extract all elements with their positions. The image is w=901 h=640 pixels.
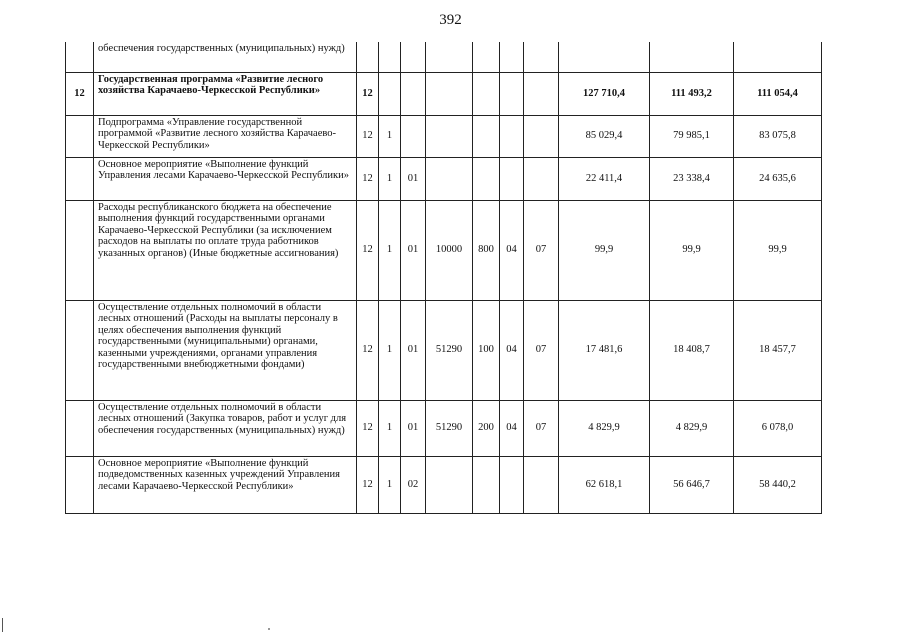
code-subsection (524, 72, 559, 115)
amount-year-2: 4 829,9 (650, 400, 734, 456)
code-subprogram: 1 (379, 115, 401, 157)
code-direction: 51290 (426, 300, 473, 400)
row-number (66, 115, 94, 157)
amount-year-1: 99,9 (559, 200, 650, 300)
code-direction (426, 157, 473, 200)
row-name: Основное мероприятие «Выполнение функций Управления лесами Карачаево-Черкесской Республики» (94, 157, 357, 200)
code-expense-type (473, 157, 500, 200)
amount-year-3 (734, 42, 822, 72)
code-subsection (524, 115, 559, 157)
amount-year-1: 17 481,6 (559, 300, 650, 400)
amount-year-2 (650, 42, 734, 72)
table-row (66, 400, 822, 456)
code-activity: 02 (401, 456, 426, 513)
code-subprogram: 1 (379, 200, 401, 300)
code-section (500, 456, 524, 513)
code-subprogram: 1 (379, 157, 401, 200)
code-subprogram (379, 72, 401, 115)
table-row (66, 300, 822, 400)
code-admin (357, 42, 379, 72)
code-subsection: 07 (524, 300, 559, 400)
budget-table (65, 42, 822, 514)
code-activity (401, 72, 426, 115)
code-section (500, 157, 524, 200)
code-admin: 12 (357, 72, 379, 115)
amount-year-2: 56 646,7 (650, 456, 734, 513)
code-activity: 01 (401, 400, 426, 456)
table-row (66, 42, 822, 72)
code-expense-type: 800 (473, 200, 500, 300)
row-number (66, 157, 94, 200)
row-name: Государственная программа «Развитие лесного хозяйства Карачаево-Черкесской Республики» (94, 72, 357, 115)
row-number (66, 42, 94, 72)
code-subprogram: 1 (379, 400, 401, 456)
code-subsection: 07 (524, 200, 559, 300)
code-subsection: 07 (524, 400, 559, 456)
code-admin: 12 (357, 200, 379, 300)
code-subsection (524, 456, 559, 513)
amount-year-2: 111 493,2 (650, 72, 734, 115)
code-section (500, 115, 524, 157)
amount-year-1: 22 411,4 (559, 157, 650, 200)
amount-year-3: 99,9 (734, 200, 822, 300)
code-direction: 51290 (426, 400, 473, 456)
code-expense-type (473, 456, 500, 513)
amount-year-3: 58 440,2 (734, 456, 822, 513)
code-expense-type: 200 (473, 400, 500, 456)
row-number (66, 300, 94, 400)
row-name: Расходы республиканского бюджета на обеспечение выполнения функций государственными органами Карачаево-Черкесской Республики (за исключением расходов на выплаты по оплате труда работников указанных органов) (Иные бюджетные ассигнования) (94, 200, 357, 300)
code-activity: 01 (401, 300, 426, 400)
row-number: 12 (66, 72, 94, 115)
code-admin: 12 (357, 157, 379, 200)
code-subprogram: 1 (379, 300, 401, 400)
code-section: 04 (500, 400, 524, 456)
scan-speck (268, 628, 270, 630)
code-expense-type (473, 42, 500, 72)
row-name: Основное мероприятие «Выполнение функций подведомственных казенных учреждений Управления лесами Карачаево-Черкесской Республики» (94, 456, 357, 513)
table-row (66, 72, 822, 115)
amount-year-3: 6 078,0 (734, 400, 822, 456)
code-activity (401, 42, 426, 72)
table-row (66, 115, 822, 157)
code-expense-type (473, 115, 500, 157)
code-section: 04 (500, 300, 524, 400)
code-activity (401, 115, 426, 157)
row-name: Осуществление отдельных полномочий в области лесных отношений (Закупка товаров, работ и услуг для обеспечения государственных (муниципальных) нужд) (94, 400, 357, 456)
amount-year-3: 83 075,8 (734, 115, 822, 157)
amount-year-1: 62 618,1 (559, 456, 650, 513)
amount-year-3: 24 635,6 (734, 157, 822, 200)
code-subprogram (379, 42, 401, 72)
code-direction: 10000 (426, 200, 473, 300)
amount-year-2: 99,9 (650, 200, 734, 300)
page-number: 392 (439, 12, 462, 28)
code-subprogram: 1 (379, 456, 401, 513)
amount-year-3: 18 457,7 (734, 300, 822, 400)
code-section: 04 (500, 200, 524, 300)
code-expense-type (473, 72, 500, 115)
amount-year-2: 18 408,7 (650, 300, 734, 400)
code-section (500, 72, 524, 115)
code-subsection (524, 42, 559, 72)
code-activity: 01 (401, 157, 426, 200)
row-name: Осуществление отдельных полномочий в области лесных отношений (Расходы на выплаты персоналу в целях обеспечения выполнения функций государственными (муниципальными) органами, казенными учреждениями, органами управления государственными внебюджетными фондами) (94, 300, 357, 400)
code-direction (426, 72, 473, 115)
code-admin: 12 (357, 300, 379, 400)
code-admin: 12 (357, 115, 379, 157)
row-number (66, 200, 94, 300)
amount-year-2: 23 338,4 (650, 157, 734, 200)
code-admin: 12 (357, 456, 379, 513)
amount-year-1: 127 710,4 (559, 72, 650, 115)
amount-year-3: 111 054,4 (734, 72, 822, 115)
scan-edge-mark (2, 618, 3, 632)
amount-year-2: 79 985,1 (650, 115, 734, 157)
amount-year-1: 85 029,4 (559, 115, 650, 157)
code-admin: 12 (357, 400, 379, 456)
code-direction (426, 115, 473, 157)
code-section (500, 42, 524, 72)
table-row (66, 200, 822, 300)
table-row (66, 157, 822, 200)
code-subsection (524, 157, 559, 200)
row-name: обеспечения государственных (муниципальных) нужд) (94, 42, 357, 72)
code-direction (426, 42, 473, 72)
row-number (66, 456, 94, 513)
row-name: Подпрограмма «Управление государственной программой «Развитие лесного хозяйства Карачаево-Черкесской Республики» (94, 115, 357, 157)
code-activity: 01 (401, 200, 426, 300)
code-expense-type: 100 (473, 300, 500, 400)
row-number (66, 400, 94, 456)
table-row (66, 456, 822, 513)
amount-year-1 (559, 42, 650, 72)
amount-year-1: 4 829,9 (559, 400, 650, 456)
code-direction (426, 456, 473, 513)
